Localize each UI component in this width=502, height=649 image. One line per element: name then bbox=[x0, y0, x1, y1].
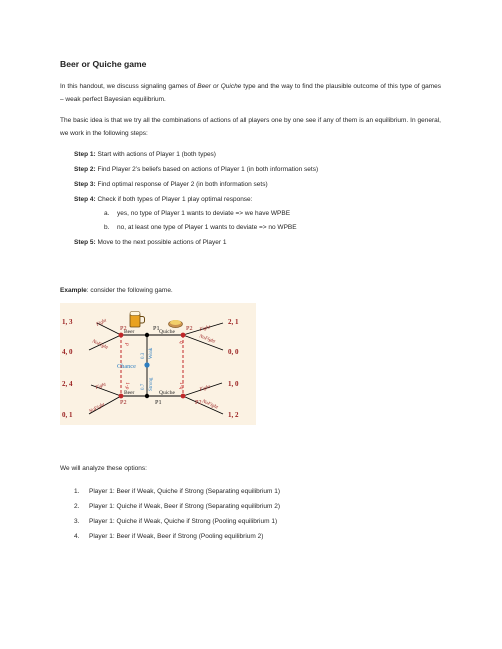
label-weak: Weak bbox=[149, 347, 154, 359]
quiche-icon bbox=[169, 320, 183, 328]
option-2 bbox=[74, 503, 280, 510]
p2-node-tr bbox=[181, 333, 186, 338]
option-2-text: Player 1: Quiche if Weak, Beer if Strong (Separating equilibrium 2) bbox=[89, 503, 280, 510]
label-beer-bottom: Beer bbox=[124, 390, 135, 396]
p2-node-br bbox=[181, 394, 186, 399]
option-3-text: Player 1: Quiche if Weak, Quiche if Strong (Pooling equilibrium 1) bbox=[89, 518, 278, 525]
p2-node-bl bbox=[119, 394, 124, 399]
label-weak-prob: 0.3 bbox=[141, 352, 146, 359]
chance-node bbox=[144, 362, 149, 367]
beer-mug-icon bbox=[130, 312, 145, 328]
payoff-top-left-nofight: 4, 0 bbox=[62, 348, 73, 356]
example-label: Example bbox=[60, 287, 87, 294]
label-p2-br: P2 bbox=[195, 399, 202, 406]
label-br-nofight: NoFight bbox=[201, 399, 219, 411]
label-quiche-bottom: Quiche bbox=[159, 390, 175, 396]
step-1-label: Step 1: bbox=[74, 151, 96, 158]
substep-a-marker: a. bbox=[104, 210, 110, 217]
substep-a-text: yes, no type of Player 1 wants to deviate => we have WPBE bbox=[117, 210, 291, 217]
label-p1-top: P1 bbox=[153, 325, 160, 332]
label-tr-fight: Fight bbox=[199, 325, 211, 333]
label-beer-top: Beer bbox=[124, 329, 135, 335]
intro-suffix: type and the way to find the plausible outcome of this type of games – weak perfect Bayesian equilibrium. bbox=[60, 83, 441, 103]
step-4 bbox=[74, 196, 252, 203]
p2-node-tl bbox=[119, 333, 124, 338]
label-p1-bottom: P1 bbox=[155, 399, 162, 406]
belief-1-q: 1-q bbox=[178, 382, 184, 390]
option-4-text: Player 1: Beer if Weak, Beer if Strong (Pooling equilibrium 2) bbox=[89, 533, 264, 540]
p1-node-weak bbox=[145, 333, 149, 337]
analyze-intro: We will analyze these options: bbox=[60, 465, 147, 472]
step-3 bbox=[74, 181, 268, 188]
label-bl-nofight: NoFight bbox=[88, 402, 106, 415]
label-tl-fight: Fight bbox=[95, 318, 108, 328]
intro-prefix: In this handout, we discuss signaling games of bbox=[60, 83, 198, 90]
label-tr-nofight: NoFight bbox=[198, 334, 216, 345]
payoff-bottom-left-nofight: 0, 1 bbox=[62, 411, 73, 419]
step-5 bbox=[74, 239, 226, 246]
option-1-text: Player 1: Beer if Weak, Quiche if Strong (Separating equilibrium 1) bbox=[89, 488, 280, 495]
label-chance: Chance bbox=[117, 363, 136, 370]
intro-game-name: Beer or Quiche bbox=[197, 83, 242, 90]
option-3 bbox=[74, 518, 277, 525]
option-4 bbox=[74, 533, 263, 540]
intro-paragraph bbox=[60, 80, 441, 106]
option-1-num: 1. bbox=[74, 488, 80, 495]
substep-b-text: no, at least one type of Player 1 wants to deviate => no WPBE bbox=[117, 224, 297, 231]
payoff-bottom-right-fight: 1, 0 bbox=[228, 380, 239, 388]
label-p2-bl: P2 bbox=[120, 399, 127, 406]
payoff-top-right-nofight: 0, 0 bbox=[228, 348, 239, 356]
option-1 bbox=[74, 488, 280, 495]
payoff-top-left-fight: 1, 3 bbox=[62, 318, 73, 326]
substep-b-marker: b. bbox=[104, 224, 110, 231]
step-5-text: Move to the next possible actions of Player 1 bbox=[95, 239, 227, 246]
p1-node-strong bbox=[145, 394, 149, 398]
game-tree-figure bbox=[60, 303, 256, 425]
substep-a bbox=[104, 210, 290, 217]
type-labels bbox=[141, 347, 154, 391]
option-3-num: 3. bbox=[74, 518, 80, 525]
step-4-label: Step 4: bbox=[74, 196, 96, 203]
example-line bbox=[60, 287, 173, 294]
step-3-label: Step 3: bbox=[74, 181, 96, 188]
basic-idea-paragraph: The basic idea is that we try all the combinations of actions of all players one by one see if any of them is an equilibrium. In general, we work in the following steps: bbox=[60, 117, 441, 137]
step-2-label: Step 2: bbox=[74, 166, 96, 173]
example-text: : consider the following game. bbox=[86, 287, 173, 294]
label-strong-prob: 0.7 bbox=[141, 383, 146, 390]
option-4-num: 4. bbox=[74, 533, 80, 540]
label-quiche-top: Quiche bbox=[159, 329, 175, 335]
label-tl-nofight: NoFight bbox=[91, 339, 109, 351]
step-3-text: Find optimal response of Player 2 (in both information sets) bbox=[95, 181, 268, 188]
step-5-label: Step 5: bbox=[74, 239, 96, 246]
belief-p: p bbox=[124, 343, 130, 346]
label-bl-fight: Fight bbox=[94, 382, 107, 391]
belief-1-p: 1-p bbox=[124, 382, 130, 390]
belief-q: q bbox=[178, 341, 184, 344]
step-1 bbox=[74, 151, 216, 158]
label-p2-tr: P2 bbox=[186, 325, 193, 332]
label-strong: Strong bbox=[149, 377, 154, 391]
payoff-bottom-right-nofight: 1, 2 bbox=[228, 411, 239, 419]
step-4-text: Check if both types of Player 1 play optimal response: bbox=[95, 196, 253, 203]
step-1-text: Start with actions of Player 1 (both types) bbox=[95, 151, 216, 158]
label-br-fight: Fight bbox=[199, 384, 211, 393]
payoff-bottom-left-fight: 2, 4 bbox=[62, 380, 73, 388]
page-title: Beer or Quiche game bbox=[60, 59, 147, 69]
step-2 bbox=[74, 166, 318, 173]
step-2-text: Find Player 2’s beliefs based on actions of Player 1 (in both information sets) bbox=[95, 166, 319, 173]
payoff-top-right-fight: 2, 1 bbox=[228, 318, 239, 326]
game-tree-svg bbox=[60, 303, 256, 425]
option-2-num: 2. bbox=[74, 503, 80, 510]
label-p2-tl: P2 bbox=[120, 325, 127, 332]
substep-b bbox=[104, 224, 297, 231]
